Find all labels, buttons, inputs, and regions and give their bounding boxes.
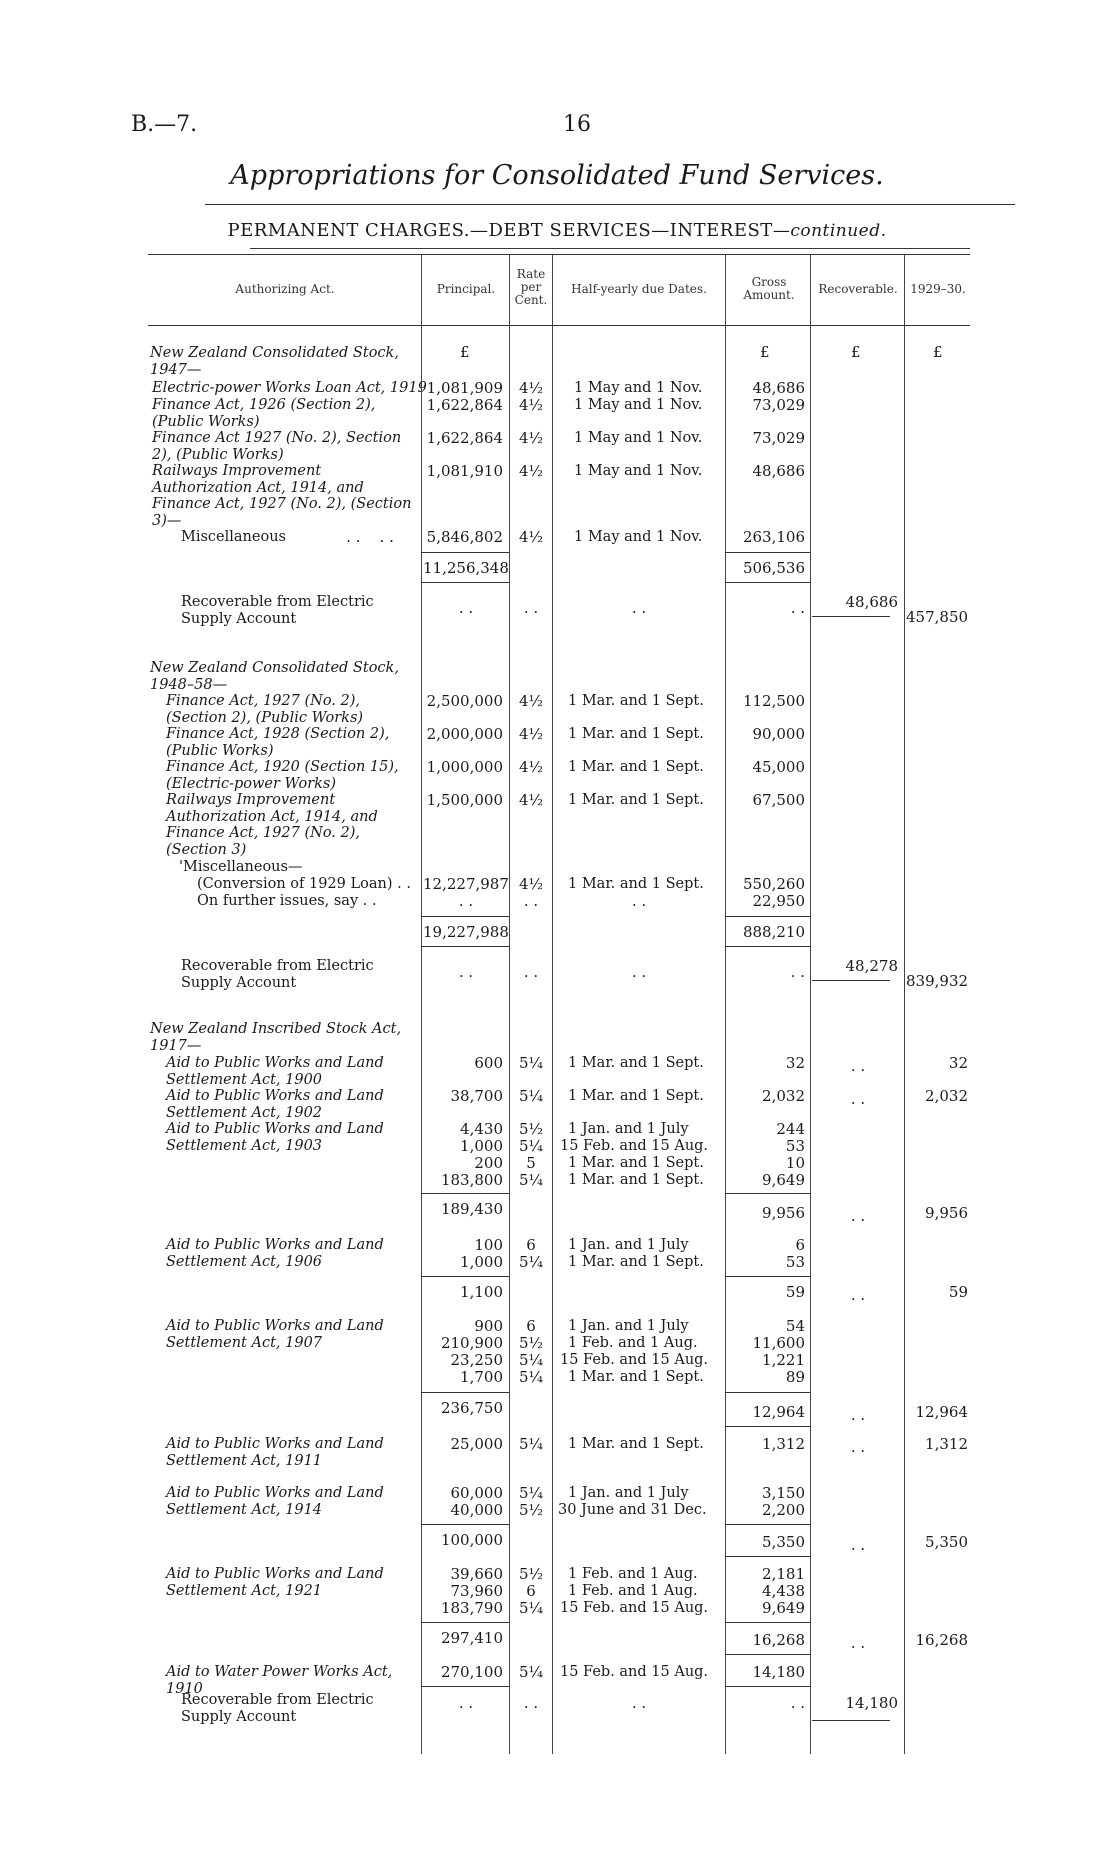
ditto: . .	[458, 892, 474, 910]
gross-value: 48,686	[752, 462, 805, 480]
total-gross: 5,350	[762, 1533, 805, 1551]
due-dates: 1 Mar. and 1 Sept.	[568, 1088, 704, 1104]
due-dates: 1 Jan. and 1 July	[568, 1121, 689, 1137]
principal-value: 39,660	[450, 1565, 503, 1583]
year-total: 32	[948, 1054, 968, 1072]
total-principal: 236,750	[440, 1399, 503, 1417]
ditto: . .	[523, 599, 539, 617]
year-total: 457,850	[906, 608, 969, 626]
act-label: Aid to Public Works and Land Settlement Act, 1907	[166, 1318, 384, 1351]
rate-value: 4½	[518, 396, 544, 414]
act-label: Finance Act, 1926 (Section 2), (Public Works)	[152, 397, 376, 430]
subtotal-rule	[421, 552, 509, 553]
ditto: . .	[458, 963, 474, 981]
col-rule-1	[421, 254, 422, 1754]
subtotal-rule	[725, 1276, 810, 1277]
gross-value: 4,438	[762, 1582, 805, 1600]
act-label: Miscellaneous	[181, 529, 286, 545]
subtotal-rule	[725, 1392, 810, 1393]
subtotal-rule	[725, 1524, 810, 1525]
principal-value: 1,081,909	[426, 379, 503, 397]
recoverable-label: Recoverable from Electric Supply Account	[181, 594, 374, 627]
act-label: Finance Act 1927 (No. 2), Section 2), (Public Works)	[152, 430, 402, 463]
page-number: 16	[563, 112, 591, 137]
gross-value: 9,649	[762, 1599, 805, 1617]
gross-value: 90,000	[752, 725, 805, 743]
col-head-recoverable: Recoverable.	[818, 282, 898, 296]
due-dates: 1 Jan. and 1 July	[568, 1237, 689, 1253]
principal-value: 1,000,000	[426, 758, 503, 776]
year-total: 12,964	[915, 1403, 968, 1421]
subtotal-rule	[725, 1556, 810, 1557]
rate-value: 5½	[518, 1120, 544, 1138]
principal-value: 25,000	[450, 1435, 503, 1453]
col-head-principal: Principal.	[436, 282, 496, 296]
col-rule-4	[725, 254, 726, 1754]
act-label: Aid to Water Power Works Act, 1910	[166, 1664, 393, 1697]
subtotal-rule	[421, 946, 509, 947]
rate-value: 5¼	[518, 1368, 544, 1386]
principal-value: 23,250	[450, 1351, 503, 1369]
due-dates: 1 Mar. and 1 Sept.	[568, 876, 704, 892]
due-dates: 1 Mar. and 1 Sept.	[568, 1172, 704, 1188]
principal-value: 900	[474, 1317, 503, 1335]
currency-recoverable: £	[851, 343, 861, 361]
col-head-gross: Gross Amount.	[743, 275, 795, 302]
ditto: . .	[850, 1438, 866, 1456]
col-rule-2	[509, 254, 510, 1754]
further-issues-label: On further issues, say . .	[197, 893, 377, 909]
subtotal-rule	[725, 916, 810, 917]
header-top-rule	[148, 254, 970, 255]
due-dates: 15 Feb. and 15 Aug.	[560, 1664, 709, 1680]
ditto: . .	[790, 599, 805, 617]
leader-dots: . . . .	[346, 528, 394, 546]
principal-value: 5,846,802	[426, 528, 503, 546]
due-dates: 15 Feb. and 15 Aug.	[560, 1352, 709, 1368]
act-label: Finance Act, 1928 (Section 2), (Public Works)	[166, 726, 390, 759]
principal-value: 1,000	[460, 1253, 503, 1271]
act-label: Aid to Public Works and Land Settlement Act, 1911	[166, 1436, 384, 1469]
col-rule-5	[810, 254, 811, 1754]
rate-value: 4½	[518, 791, 544, 809]
due-dates: 1 Mar. and 1 Sept.	[568, 1369, 704, 1385]
currency-gross: £	[760, 343, 770, 361]
principal-value: 60,000	[450, 1484, 503, 1502]
col-head-act: Authorizing Act.	[235, 282, 335, 296]
gross-value: 2,032	[762, 1087, 805, 1105]
due-dates: 15 Feb. and 15 Aug.	[560, 1138, 709, 1154]
rate-value: 6	[526, 1582, 536, 1600]
act-label: Railways Improvement Authorization Act, 1914, and Finance Act, 1927 (No. 2), (Section 3)—	[152, 463, 412, 529]
principal-value: 183,790	[440, 1599, 503, 1617]
subtotal-rule	[725, 582, 810, 583]
principal-value: 4,430	[460, 1120, 503, 1138]
gross-value: 2,181	[762, 1565, 805, 1583]
ditto: . .	[790, 963, 805, 981]
col-rule-6	[904, 254, 905, 1754]
page-reference: B.—7.	[131, 112, 198, 137]
rate-value: 4½	[518, 725, 544, 743]
principal-value: 1,081,910	[426, 462, 503, 480]
gross-value: 53	[785, 1253, 805, 1271]
gross-value: 48,686	[752, 379, 805, 397]
principal-value: 183,800	[440, 1171, 503, 1189]
ditto: . .	[790, 1694, 805, 1712]
rate-value: 4½	[518, 758, 544, 776]
conversion-label: (Conversion of 1929 Loan) . .	[197, 876, 411, 892]
ditto: . .	[631, 1694, 647, 1712]
principal-value: 270,100	[440, 1663, 503, 1681]
recoverable-rule	[812, 980, 890, 981]
act-label: Aid to Public Works and Land Settlement Act, 1903	[166, 1121, 384, 1154]
rate-value: 4½	[518, 875, 544, 893]
rate-value: 5	[526, 1154, 536, 1172]
rate-value: 4½	[518, 462, 544, 480]
ditto: . .	[850, 1207, 866, 1225]
act-label: Finance Act, 1927 (No. 2), (Section 2), (Public Works)	[166, 693, 364, 726]
gross-value: 89	[785, 1368, 805, 1386]
rate-value: 5¼	[518, 1253, 544, 1271]
total-gross: 12,964	[752, 1403, 805, 1421]
due-dates: 1 Mar. and 1 Sept.	[568, 759, 704, 775]
recoverable-value: 14,180	[845, 1694, 898, 1712]
year-total: 59	[948, 1283, 968, 1301]
rate-value: 5¼	[518, 1599, 544, 1617]
subtotal-rule	[725, 1686, 810, 1687]
gross-value: 263,106	[742, 528, 805, 546]
recoverable-rule	[812, 616, 890, 617]
gross-value: 22,950	[752, 892, 805, 910]
table-subtitle	[0, 220, 1114, 241]
gross-value: 244	[776, 1120, 805, 1138]
ditto: . .	[631, 963, 647, 981]
recoverable-label: Recoverable from Electric Supply Account	[181, 958, 374, 991]
rate-value: 5¼	[518, 1484, 544, 1502]
subtotal-rule	[421, 1524, 509, 1525]
rate-value: 4½	[518, 528, 544, 546]
act-label: Aid to Public Works and Land Settlement Act, 1906	[166, 1237, 384, 1270]
principal-value: 40,000	[450, 1501, 503, 1519]
total-principal: 189,430	[440, 1200, 503, 1218]
rate-value: 5½	[518, 1565, 544, 1583]
due-dates: 1 Jan. and 1 July	[568, 1485, 689, 1501]
ditto: . .	[523, 892, 539, 910]
title-rule	[205, 204, 1015, 205]
subtotal-rule	[725, 1193, 810, 1194]
due-dates: 1 May and 1 Nov.	[574, 463, 703, 479]
gross-value: 73,029	[752, 396, 805, 414]
ditto: . .	[850, 1406, 866, 1424]
due-dates: 30 June and 31 Dec.	[558, 1502, 707, 1518]
gross-value: 14,180	[752, 1663, 805, 1681]
gross-value: 1,221	[762, 1351, 805, 1369]
total-gross: 9,956	[762, 1204, 805, 1222]
due-dates: 1 Feb. and 1 Aug.	[568, 1566, 698, 1582]
gross-value: 73,029	[752, 429, 805, 447]
due-dates: 1 Mar. and 1 Sept.	[568, 1055, 704, 1071]
principal-value: 1,700	[460, 1368, 503, 1386]
total-principal: 100,000	[440, 1531, 503, 1549]
rate-value: 5¼	[518, 1137, 544, 1155]
gross-value: 9,649	[762, 1171, 805, 1189]
due-dates: 1 Mar. and 1 Sept.	[568, 792, 704, 808]
recoverable-label: Recoverable from Electric Supply Account	[181, 1692, 374, 1725]
rate-value: 6	[526, 1317, 536, 1335]
subtotal-rule	[421, 1622, 509, 1623]
total-principal: 19,227,988	[423, 923, 509, 941]
year-total: 839,932	[906, 972, 969, 990]
principal-value: 1,622,864	[426, 396, 503, 414]
year-total: 5,350	[925, 1533, 968, 1551]
gross-value: 67,500	[752, 791, 805, 809]
currency-principal: £	[460, 343, 470, 361]
due-dates: 15 Feb. and 15 Aug.	[560, 1600, 709, 1616]
subtotal-rule	[421, 1193, 509, 1194]
year-total: 1,312	[925, 1435, 968, 1453]
act-label: Electric-power Works Loan Act, 1919	[152, 380, 427, 396]
act-label: Aid to Public Works and Land Settlement Act, 1902	[166, 1088, 384, 1121]
year-total: 2,032	[925, 1087, 968, 1105]
recoverable-rule	[812, 1720, 890, 1721]
gross-value: 32	[785, 1054, 805, 1072]
act-label: Aid to Public Works and Land Settlement Act, 1914	[166, 1485, 384, 1518]
page-title: Appropriations for Consolidated Fund Services.	[230, 160, 884, 191]
due-dates: 1 Mar. and 1 Sept.	[568, 1254, 704, 1270]
rate-value: 5½	[518, 1334, 544, 1352]
section-heading: New Zealand Consolidated Stock, 1948–58—	[150, 660, 399, 693]
principal-value: 1,500,000	[426, 791, 503, 809]
subtotal-rule	[725, 946, 810, 947]
principal-value: 1,000	[460, 1137, 503, 1155]
subtitle-rule	[250, 248, 970, 249]
ditto: . .	[850, 1090, 866, 1108]
ditto: . .	[458, 599, 474, 617]
gross-value: 1,312	[762, 1435, 805, 1453]
gross-value: 2,200	[762, 1501, 805, 1519]
due-dates: 1 May and 1 Nov.	[574, 397, 703, 413]
rate-value: 5¼	[518, 1435, 544, 1453]
gross-value: 11,600	[752, 1334, 805, 1352]
rate-value: 5¼	[518, 1087, 544, 1105]
ditto: . .	[850, 1286, 866, 1304]
rate-value: 6	[526, 1236, 536, 1254]
ditto: . .	[850, 1057, 866, 1075]
ditto: . .	[631, 599, 647, 617]
rate-value: 5¼	[518, 1351, 544, 1369]
due-dates: 1 May and 1 Nov.	[574, 529, 703, 545]
gross-value: 53	[785, 1137, 805, 1155]
gross-value: 3,150	[762, 1484, 805, 1502]
total-gross: 506,536	[742, 559, 805, 577]
act-label: Aid to Public Works and Land Settlement Act, 1921	[166, 1566, 384, 1599]
rate-value: 5¼	[518, 1663, 544, 1681]
section-heading: New Zealand Inscribed Stock Act, 1917—	[150, 1021, 402, 1054]
subtitle-continued: —continued.	[772, 221, 887, 241]
ditto: . .	[458, 1694, 474, 1712]
gross-value: 45,000	[752, 758, 805, 776]
due-dates: 1 May and 1 Nov.	[574, 380, 703, 396]
total-principal: 1,100	[460, 1283, 503, 1301]
subtotal-rule	[725, 552, 810, 553]
due-dates: 1 Mar. and 1 Sept.	[568, 1436, 704, 1452]
principal-value: 2,000,000	[426, 725, 503, 743]
rate-value: 4½	[518, 379, 544, 397]
rate-value: 4½	[518, 429, 544, 447]
gross-value: 112,500	[742, 692, 805, 710]
col-head-year: 1929–30.	[910, 282, 966, 296]
year-total: 16,268	[915, 1631, 968, 1649]
due-dates: 1 Mar. and 1 Sept.	[568, 726, 704, 742]
due-dates: 1 May and 1 Nov.	[574, 430, 703, 446]
currency-year: £	[933, 343, 943, 361]
recoverable-value: 48,686	[845, 593, 898, 611]
act-label: Aid to Public Works and Land Settlement Act, 1900	[166, 1055, 384, 1088]
principal-value: 2,500,000	[426, 692, 503, 710]
due-dates: 1 Mar. and 1 Sept.	[568, 1155, 704, 1171]
total-gross: 16,268	[752, 1631, 805, 1649]
misc-label: 'Miscellaneous—	[179, 859, 303, 875]
rate-value: 5¼	[518, 1171, 544, 1189]
subtotal-rule	[421, 1686, 509, 1687]
gross-value: 54	[785, 1317, 805, 1335]
principal-value: 38,700	[450, 1087, 503, 1105]
subtotal-rule	[421, 1276, 509, 1277]
due-dates: 1 Feb. and 1 Aug.	[568, 1335, 698, 1351]
subtitle-main: PERMANENT CHARGES.—DEBT SERVICES—INTEREST	[227, 220, 773, 241]
gross-value: 550,260	[742, 875, 805, 893]
due-dates: 1 Mar. and 1 Sept.	[568, 693, 704, 709]
gross-value: 6	[795, 1236, 805, 1254]
ditto: . .	[850, 1634, 866, 1652]
ditto: . .	[523, 963, 539, 981]
rate-value: 5½	[518, 1501, 544, 1519]
subtotal-rule	[421, 916, 509, 917]
ditto: . .	[631, 892, 647, 910]
recoverable-value: 48,278	[845, 957, 898, 975]
due-dates: 1 Jan. and 1 July	[568, 1318, 689, 1334]
subtotal-rule	[725, 1654, 810, 1655]
gross-value: 10	[785, 1154, 805, 1172]
subtotal-rule	[421, 582, 509, 583]
principal-value: 12,227,987	[423, 875, 509, 893]
ditto: . .	[850, 1536, 866, 1554]
col-head-rate: Rate per Cent.	[514, 267, 548, 307]
subtotal-rule	[725, 1426, 810, 1427]
principal-value: 73,960	[450, 1582, 503, 1600]
year-total: 9,956	[925, 1204, 968, 1222]
principal-value: 1,622,864	[426, 429, 503, 447]
rate-value: 5¼	[518, 1054, 544, 1072]
act-label: Railways Improvement Authorization Act, 1914, and Finance Act, 1927 (No. 2), (Section 3)	[166, 792, 378, 858]
principal-value: 100	[474, 1236, 503, 1254]
total-principal: 297,410	[440, 1629, 503, 1647]
rate-value: 4½	[518, 692, 544, 710]
total-principal: 11,256,348	[423, 559, 509, 577]
ditto: . .	[523, 1694, 539, 1712]
col-rule-3	[552, 254, 553, 1754]
due-dates: 1 Feb. and 1 Aug.	[568, 1583, 698, 1599]
total-gross: 59	[785, 1283, 805, 1301]
principal-value: 210,900	[440, 1334, 503, 1352]
subtotal-rule	[421, 1392, 509, 1393]
section-heading: New Zealand Consolidated Stock, 1947—	[150, 345, 399, 378]
principal-value: 200	[474, 1154, 503, 1172]
col-head-due: Half-yearly due Dates.	[571, 282, 707, 296]
subtotal-rule	[725, 1622, 810, 1623]
act-label: Finance Act, 1920 (Section 15), (Electric-power Works)	[166, 759, 399, 792]
principal-value: 600	[474, 1054, 503, 1072]
header-bottom-rule	[148, 325, 970, 326]
total-gross: 888,210	[742, 923, 805, 941]
